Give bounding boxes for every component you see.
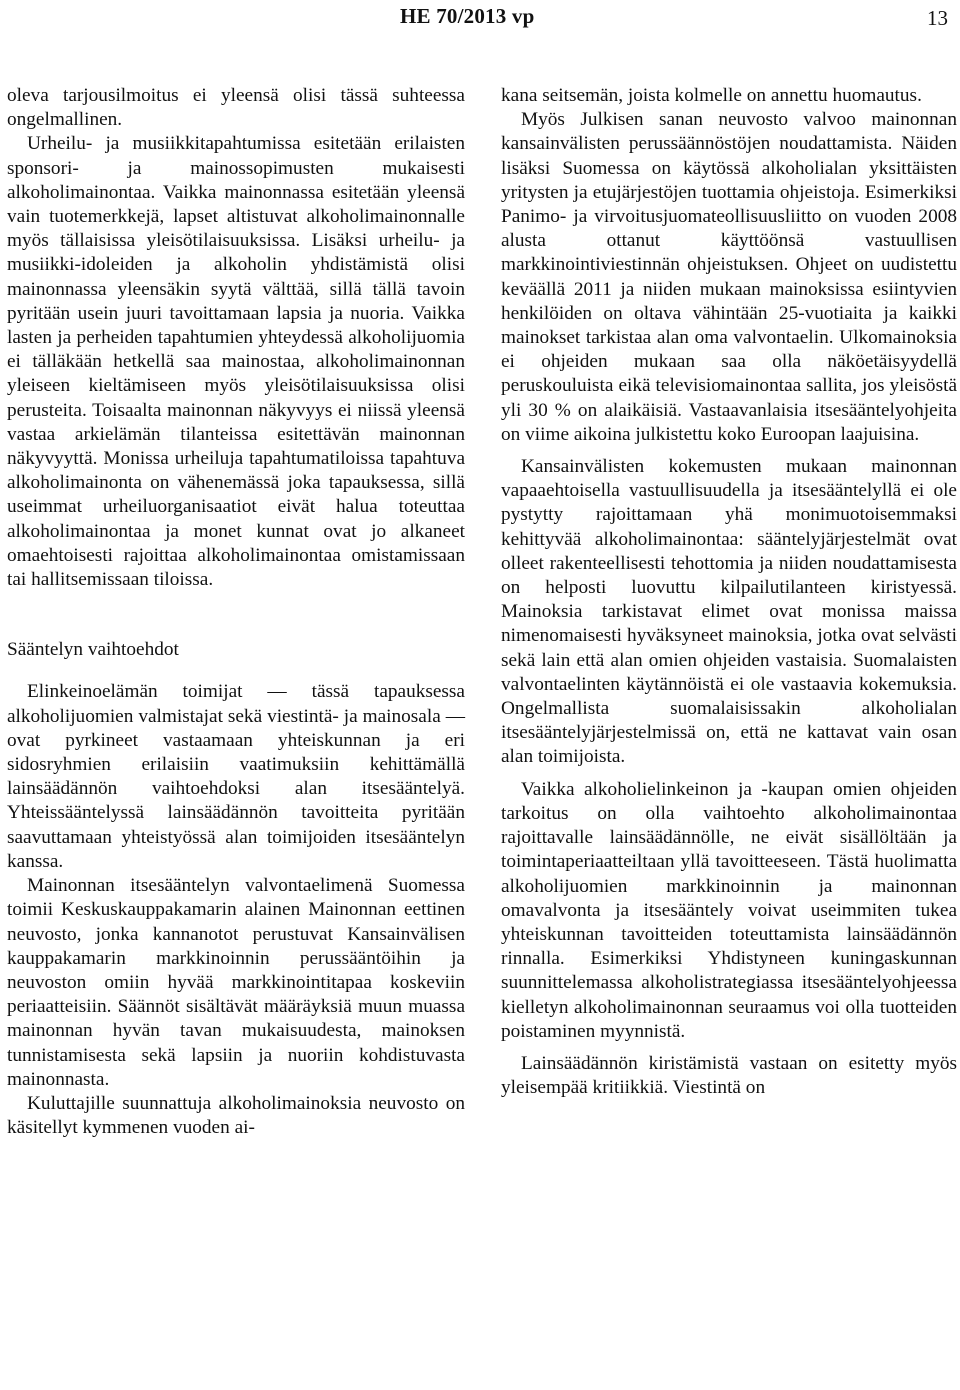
right-column (501, 84, 957, 1100)
paragraph: Lainsäädännön kiristämistä vastaan on esitetty myös yleisempää kritiikkiä. Viestintä on (501, 1052, 957, 1099)
left-column (7, 84, 465, 1140)
page-number: 13 (927, 6, 948, 30)
page-header (0, 0, 960, 32)
paragraph: Mainonnan itsesääntelyn valvontaelimenä Suomessa toimii Keskuskauppakamarin alainen Mainonnan eettinen neuvosto, jonka kannanotot perustuvat Kansainvälisen kauppakamarin markkinoinnin perussääntöihin ja neuvoston omiin hyvää markkinointitapaa koskeviin periaatteisiin. Säännöt sisältävät määräyksiä muun muassa mainonnan hyvän tavan mukaisuudesta, mainoksen tunnistamisesta sekä lapsiin ja nuoriin kohdistuvasta mainonnasta. (7, 875, 465, 1090)
paragraph: Vaikka alkoholielinkeinon ja -kaupan omien ohjeiden tarkoitus on olla vaihtoehto alkoholimainontaa rajoittavalle lainsäädännölle, ne eivät sisällöltään ja toimintaperiaatteiltaan yllä tavoitteeseen. Tästä huolimatta alkoholijuomien markkinoinnin ja mainonnan omavalvonta ja itsesääntely voivat useimmiten tukea yhteiskunnan tavoitteiden toteuttamista lainsäädännön rinnalla. Esimerkiksi Yhdistyneen kuningaskunnan suunnittelemassa alkoholistrategiassa itsesääntelyohjeessa kielletyn alkoholimainonnan seuraamus voi olla tuotteiden poistaminen myynnistä. (501, 778, 957, 1042)
paragraph: Kansainvälisten kokemusten mukaan mainonnan vapaaehtoisella vastuullisuudella ja itsesääntelyllä ei ole pystytty rajoittamaan yhä monimuotoisemmaksi kehittyvää alkoholimainontaa: sääntelyjärjestelmät ovat olleet rakenteellisesti tehottomia ja niiden noudattamisesta on helposti luovuttu kilpailutilanteen kiristyessä. Mainoksia tarkistavat elimet ovat monissa maissa nimenomaisesti hyväksyneet mainoksia, jotka ovat selvästi sekä lain että alan omien ohjeiden vastaisia. Suomalaisten valvontaelinten käytännöistä ei ole vastaavia kokemuksia. Ongelmallista suomalaisissakin alkoholialan itsesääntelyjärjestelmissä on, että ne kattavat vain osan alan toimijoista. (501, 456, 957, 768)
paragraph: Elinkeinoelämän toimijat — tässä tapauksessa alkoholijuomien valmistajat sekä viestintä- ja mainosala — ovat pyrkineet vastaamaan yhteiskunnan ja eri sidosryhmien erilaisiin vaatimuksiin kehittämällä lainsäädännön vaihtoehdoksi alan itsesääntelyä. Yhteissääntelyssä lainsäädännön tavoitteita pyritään saavuttamaan yhteistyössä alan toimijoiden itsesääntelyn kanssa. (7, 681, 465, 872)
paragraph-continued: kana seitsemän, joista kolmelle on annettu huomautus. (501, 85, 922, 106)
document-id: HE 70/2013 vp (400, 4, 535, 28)
paragraph: Urheilu- ja musiikkitapahtumissa esitetään erilaisten sponsori- ja mainossopimusten mukaisesti alkoholimainontaa. Vaikka mainonnassa esitetään yleensä vain tuotemerkkejä, lapset altistuvat alkoholimainonnalle myös tällaisissa yleisötilaisuuksissa. Lisäksi urheilu- ja musiikki-idoleiden ja alkoholin yhdistämistä olisi mainonnassa yleensäkin syytä välttää, sillä tällä tavoin pyritään usein juuri tavoittamaan lapsia ja nuoria. Vaikka lasten ja perheiden tapahtumien yhteydessä alkoholijuomia ei tälläkään hetkellä saa mainostaa, alkoholimainonnan yleiseen kieltämiseen myös yleisötilaisuuksissa olisi perusteita. Toisaalta mainonnan näkyvyys ei niissä yleensä vastaa arkielämän tilanteissa esitettävän mainonnan näkyvyyttä. Monissa urheiluja tapahtumatiloissa tapahtuva alkoholimainonta on vähenemässä joka tapauksessa, sillä useimmat urheiluorganisaatiot eivät halua toteuttaa alkoholimainontaa ja monet kunnat ovat jo alkaneet omaehtoisesti rajoittaa alkoholimainontaa omistamissaan tai hallitsemissaan tiloissa. (7, 133, 465, 591)
section-heading: Sääntelyn vaihtoehdot (7, 639, 179, 661)
paragraph: Kuluttajille suunnattuja alkoholimainoksia neuvosto on käsitellyt kymmenen vuoden ai- (7, 1092, 465, 1139)
paragraph-continued: oleva tarjousilmoitus ei yleensä olisi tässä suhteessa ongelmallinen. (7, 85, 465, 131)
paragraph: Myös Julkisen sanan neuvosto valvoo mainonnan kansainvälisten perussäännöstöjen noudattamista. Näiden lisäksi Suomessa on käytössä alkoholialan yksittäisten yritysten ja etujärjestöjen tuottamia ohjeistoja. Esimerkiksi Panimo- ja virvoitusjuomateollisuusliitto on vuoden 2008 alusta ottanut käyttöönsä vastuullisen markkinointiviestinnän ohjeistuksen. Ohjeet on uudistettu keväällä 2011 ja niiden mukaan mainoksissa esiintyvien henkilöiden on oltava vähintään 25-vuotiaita ja kaikki mainokset tarkistaa alan oma valvontaelin. Ulkomainoksia ei ohjeiden mukaan saa olla näköetäisyydellä peruskouluista eikä televisiomainontaa sallita, jos yleisöstä yli 30 % on alaikäisiä. Vastaavanlaisia itsesääntelyohjeita on viime aikoina julkistettu koko Euroopan laajuisina. (501, 109, 957, 445)
